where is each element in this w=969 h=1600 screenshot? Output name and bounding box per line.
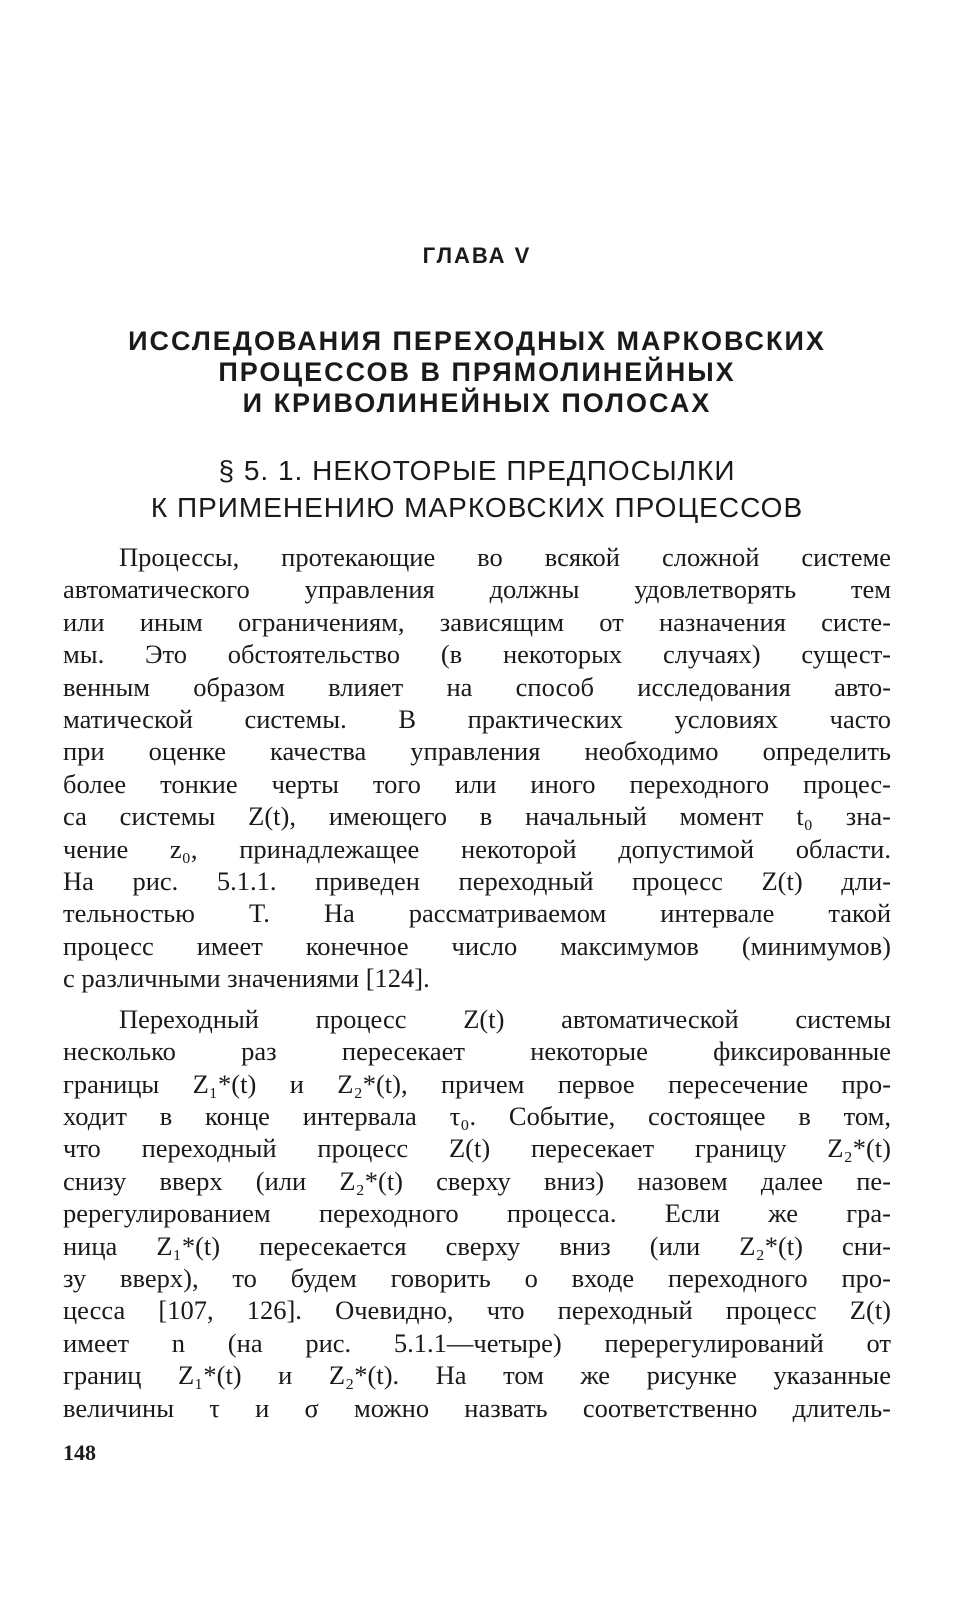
book-page bbox=[63, 0, 891, 1600]
chapter-title-line: ПРОЦЕССОВ В ПРЯМОЛИНЕЙНЫХ bbox=[218, 357, 736, 387]
page-number: 148 bbox=[63, 1440, 96, 1465]
text-line: са системы Z(t), имеющего в начальный момент t₀ зна- bbox=[63, 801, 891, 832]
text-line: ница Z₁*(t) пересекается сверху вниз (или Z₂*(t) сни- bbox=[63, 1230, 891, 1261]
text-line: автоматического управления должны удовлетворять тем bbox=[63, 574, 891, 605]
paragraph-1 bbox=[63, 541, 891, 995]
chapter-title-line: И КРИВОЛИНЕЙНЫХ ПОЛОСАХ bbox=[242, 388, 712, 418]
text-line: с различными значениями [124]. bbox=[63, 963, 430, 994]
section-title-line: К ПРИМЕНЕНИЮ МАРКОВСКИХ ПРОЦЕССОВ bbox=[150, 492, 804, 523]
text-line: На рис. 5.1.1. приведен переходный процесс Z(t) дли- bbox=[63, 866, 891, 897]
text-line: снизу вверх (или Z₂*(t) сверху вниз) назовем далее пе- bbox=[63, 1165, 891, 1196]
text-line: венным образом влияет на способ исследования авто- bbox=[63, 671, 891, 702]
text-line: несколько раз пересекает некоторые фиксированные bbox=[63, 1036, 891, 1067]
text-line: границы Z₁*(t) и Z₂*(t), причем первое пересечение про- bbox=[63, 1068, 891, 1099]
chapter-title bbox=[63, 326, 891, 419]
text-line: чение z₀, принадлежащее некоторой допустимой области. bbox=[63, 833, 891, 864]
section-title-line: § 5. 1. НЕКОТОРЫЕ ПРЕДПОСЫЛКИ bbox=[218, 455, 736, 486]
text-line: зу вверх), то будем говорить о входе переходного про- bbox=[63, 1262, 891, 1293]
section-title bbox=[63, 452, 891, 526]
text-line: или иным ограничениям, зависящим от назначения систе- bbox=[63, 606, 891, 637]
text-line: мы. Это обстоятельство (в некоторых случаях) сущест- bbox=[63, 639, 891, 670]
text-line: матической системы. В практических условиях часто bbox=[63, 704, 891, 735]
chapter-label: ГЛАВА V bbox=[422, 243, 532, 268]
text-line: Переходный процесс Z(t) автоматической системы bbox=[119, 1003, 891, 1034]
paragraph-2 bbox=[63, 1003, 891, 1424]
text-line: процесс имеет конечное число максимумов (минимумов) bbox=[63, 930, 891, 961]
text-line: тельностью T. На рассматриваемом интервале такой bbox=[63, 898, 891, 929]
text-line: ререгулированием переходного процесса. Если же гра- bbox=[63, 1198, 891, 1229]
text-line: при оценке качества управления необходимо определить bbox=[63, 736, 891, 767]
text-line: величины τ и σ можно назвать соответственно длитель- bbox=[63, 1392, 891, 1423]
text-line: цесса [107, 126]. Очевидно, что переходный процесс Z(t) bbox=[63, 1295, 891, 1326]
text-line: ходит в конце интервала τ₀. Событие, состоящее в том, bbox=[63, 1100, 891, 1131]
body-text bbox=[63, 541, 891, 1424]
text-line: границ Z₁*(t) и Z₂*(t). На том же рисунке указанные bbox=[63, 1360, 891, 1391]
text-line: имеет n (на рис. 5.1.1—четыре) перерегулирований от bbox=[63, 1327, 891, 1358]
chapter-title-line: ИССЛЕДОВАНИЯ ПЕРЕХОДНЫХ МАРКОВСКИХ bbox=[128, 326, 826, 356]
text-line: более тонкие черты того или иного переходного процес- bbox=[63, 768, 891, 799]
text-line: Процессы, протекающие во всякой сложной системе bbox=[119, 542, 891, 572]
text-line: что переходный процесс Z(t) пересекает границу Z₂*(t) bbox=[63, 1133, 891, 1164]
